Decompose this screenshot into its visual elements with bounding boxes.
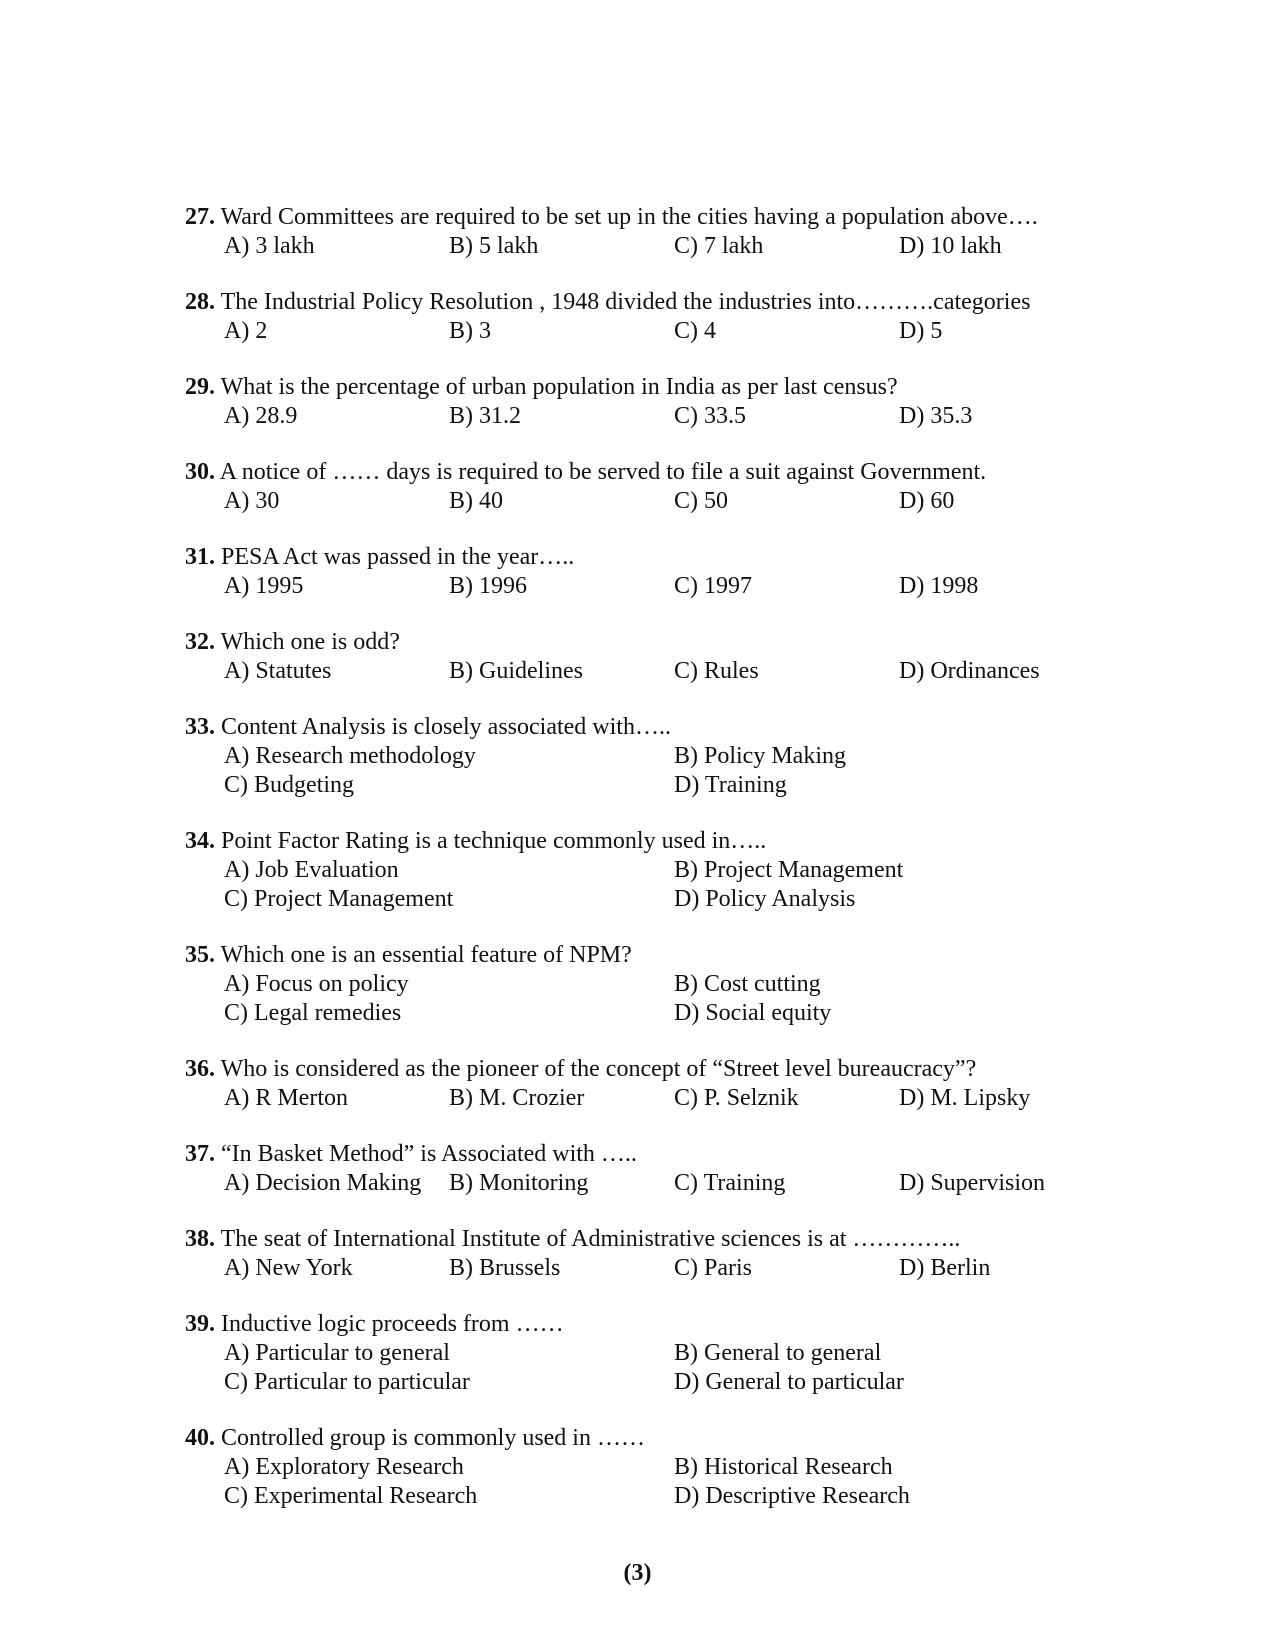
answer-option: D) Berlin xyxy=(899,1255,991,1281)
answer-option: B) 31.2 xyxy=(449,403,521,429)
answer-option: B) Brussels xyxy=(449,1255,561,1281)
question-number: 31. xyxy=(185,544,215,570)
answer-option: C) 33.5 xyxy=(674,403,746,429)
answer-options xyxy=(224,1169,1185,1198)
answer-option: D) 60 xyxy=(899,488,955,514)
question-34 xyxy=(185,827,1185,914)
question-text: The seat of International Institute of Administrative sciences is at ………….. xyxy=(220,1226,961,1252)
answer-option: A) 1995 xyxy=(224,573,304,599)
answer-option: B) M. Crozier xyxy=(449,1085,585,1111)
answer-option: B) 1996 xyxy=(449,573,527,599)
question-stem xyxy=(185,288,1185,317)
question-text: Which one is an essential feature of NPM? xyxy=(220,942,632,968)
answer-option: A) 30 xyxy=(224,488,280,514)
question-40 xyxy=(185,1424,1185,1511)
answer-option: A) Statutes xyxy=(224,658,332,684)
answer-option: A) R Merton xyxy=(224,1085,348,1111)
question-number: 29. xyxy=(185,374,215,400)
question-number: 27. xyxy=(185,204,215,230)
question-stem xyxy=(185,941,1185,970)
answer-option: A) New York xyxy=(224,1255,353,1281)
answer-options xyxy=(224,1453,1185,1511)
question-stem xyxy=(185,1310,1185,1339)
answer-options xyxy=(224,1254,1185,1283)
question-39 xyxy=(185,1310,1185,1397)
question-number: 32. xyxy=(185,629,215,655)
question-37 xyxy=(185,1140,1185,1198)
answer-options xyxy=(224,970,1185,1028)
question-text: Which one is odd? xyxy=(220,629,400,655)
answer-option: B) 40 xyxy=(449,488,503,514)
question-stem xyxy=(185,373,1185,402)
answer-option: B) 3 xyxy=(449,318,491,344)
question-number: 37. xyxy=(185,1141,215,1167)
answer-option: C) Legal remedies xyxy=(224,1000,402,1026)
question-text: A notice of …… days is required to be served to file a suit against Government. xyxy=(219,459,987,485)
question-33 xyxy=(185,713,1185,800)
question-31 xyxy=(185,543,1185,601)
answer-option: D) M. Lipsky xyxy=(899,1085,1031,1111)
question-stem xyxy=(185,713,1185,742)
answer-options xyxy=(224,317,1185,346)
answer-option: D) General to particular xyxy=(674,1369,904,1395)
question-number: 30. xyxy=(185,459,215,485)
answer-option: D) 1998 xyxy=(899,573,979,599)
question-30 xyxy=(185,458,1185,516)
answer-option: A) Focus on policy xyxy=(224,971,409,997)
question-text: Point Factor Rating is a technique commonly used in….. xyxy=(221,828,767,854)
question-text: What is the percentage of urban population in India as per last census? xyxy=(220,374,898,400)
question-stem xyxy=(185,458,1185,487)
answer-options xyxy=(224,402,1185,431)
question-text: PESA Act was passed in the year….. xyxy=(221,544,575,570)
question-36 xyxy=(185,1055,1185,1113)
answer-option: D) Training xyxy=(674,772,787,798)
question-number: 36. xyxy=(185,1056,215,1082)
answer-option: A) 28.9 xyxy=(224,403,298,429)
answer-options xyxy=(224,1339,1185,1397)
question-list xyxy=(185,203,1185,1511)
question-text: “In Basket Method” is Associated with ….. xyxy=(221,1141,637,1167)
page-number: (3) xyxy=(623,1560,652,1586)
answer-option: A) Exploratory Research xyxy=(224,1454,464,1480)
answer-option: D) Descriptive Research xyxy=(674,1483,910,1509)
answer-option: C) 1997 xyxy=(674,573,752,599)
answer-option: C) Experimental Research xyxy=(224,1483,478,1509)
answer-option: C) P. Selznik xyxy=(674,1085,799,1111)
answer-option: B) Cost cutting xyxy=(674,971,821,997)
answer-options xyxy=(224,657,1185,686)
answer-option: C) Training xyxy=(674,1170,786,1196)
answer-option: C) Project Management xyxy=(224,886,454,912)
question-35 xyxy=(185,941,1185,1028)
answer-option: A) Decision Making xyxy=(224,1170,422,1196)
answer-option: D) Ordinances xyxy=(899,658,1040,684)
answer-option: D) 5 xyxy=(899,318,943,344)
answer-option: C) Particular to particular xyxy=(224,1369,470,1395)
question-27 xyxy=(185,203,1185,261)
answer-options xyxy=(224,232,1185,261)
answer-option: A) Particular to general xyxy=(224,1340,450,1366)
answer-option: B) Project Management xyxy=(674,857,904,883)
question-29 xyxy=(185,373,1185,431)
question-stem xyxy=(185,1140,1185,1169)
question-stem xyxy=(185,1225,1185,1254)
question-text: Inductive logic proceeds from …… xyxy=(221,1311,564,1337)
answer-options xyxy=(224,572,1185,601)
answer-option: D) 10 lakh xyxy=(899,233,1002,259)
question-number: 34. xyxy=(185,828,215,854)
question-number: 35. xyxy=(185,942,215,968)
answer-option: B) Historical Research xyxy=(674,1454,893,1480)
question-38 xyxy=(185,1225,1185,1283)
question-32 xyxy=(185,628,1185,686)
question-number: 33. xyxy=(185,714,215,740)
question-stem xyxy=(185,1055,1185,1084)
question-stem xyxy=(185,1424,1185,1453)
answer-options xyxy=(224,487,1185,516)
answer-option: A) 3 lakh xyxy=(224,233,315,259)
answer-option: B) General to general xyxy=(674,1340,882,1366)
question-text: Content Analysis is closely associated with….. xyxy=(221,714,671,740)
question-text: Controlled group is commonly used in …… xyxy=(221,1425,645,1451)
question-text: The Industrial Policy Resolution , 1948 divided the industries into……….categories xyxy=(220,289,1031,315)
answer-option: C) 4 xyxy=(674,318,716,344)
question-stem xyxy=(185,203,1185,232)
question-stem xyxy=(185,543,1185,572)
question-number: 28. xyxy=(185,289,215,315)
question-number: 38. xyxy=(185,1226,215,1252)
question-stem xyxy=(185,827,1185,856)
answer-option: A) Research methodology xyxy=(224,743,476,769)
answer-option: B) 5 lakh xyxy=(449,233,539,259)
answer-option: C) 50 xyxy=(674,488,728,514)
answer-option: D) Social equity xyxy=(674,1000,832,1026)
question-number: 39. xyxy=(185,1311,215,1337)
answer-option: B) Guidelines xyxy=(449,658,583,684)
question-number: 40. xyxy=(185,1425,215,1451)
answer-option: A) 2 xyxy=(224,318,268,344)
answer-option: B) Policy Making xyxy=(674,743,846,769)
question-text: Ward Committees are required to be set up in the cities having a population above…. xyxy=(220,204,1038,230)
answer-option: C) Budgeting xyxy=(224,772,354,798)
question-28 xyxy=(185,288,1185,346)
answer-option: B) Monitoring xyxy=(449,1170,589,1196)
answer-options xyxy=(224,856,1185,914)
answer-option: D) Policy Analysis xyxy=(674,886,856,912)
question-stem xyxy=(185,628,1185,657)
answer-options xyxy=(224,1084,1185,1113)
answer-options xyxy=(224,742,1185,800)
answer-option: C) 7 lakh xyxy=(674,233,764,259)
question-text: Who is considered as the pioneer of the concept of “Street level bureaucracy”? xyxy=(220,1056,977,1082)
answer-option: D) 35.3 xyxy=(899,403,973,429)
answer-option: D) Supervision xyxy=(899,1170,1045,1196)
answer-option: A) Job Evaluation xyxy=(224,857,399,883)
answer-option: C) Paris xyxy=(674,1255,752,1281)
answer-option: C) Rules xyxy=(674,658,759,684)
